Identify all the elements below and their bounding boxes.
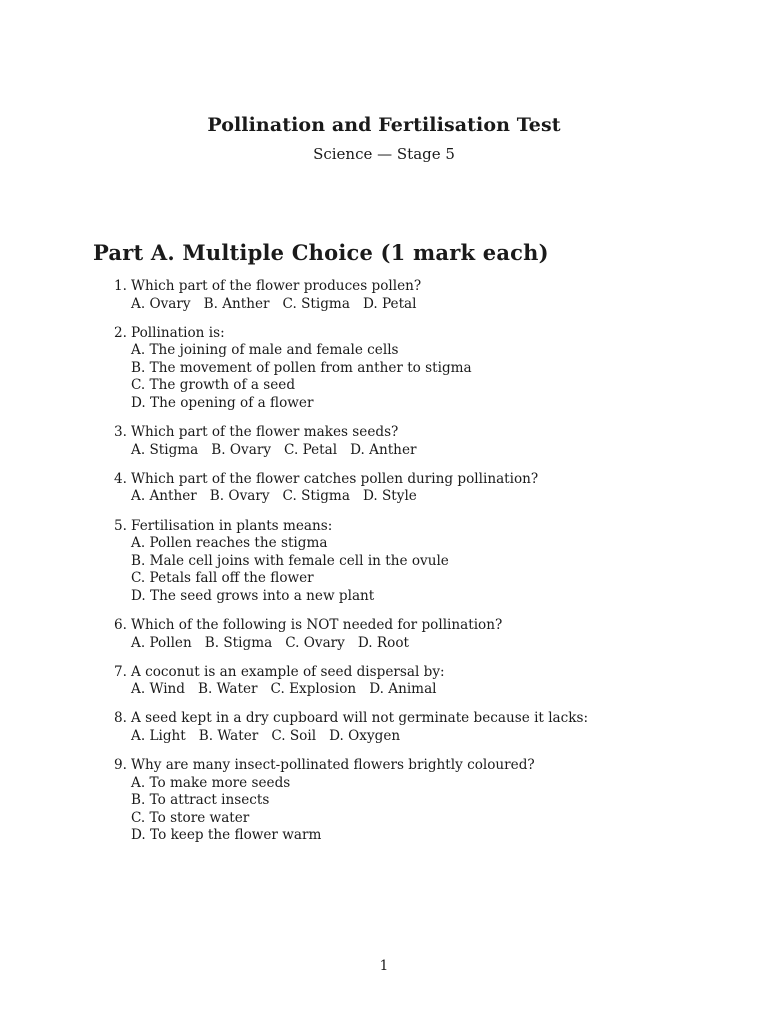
- answer-option: B. Ovary: [209, 488, 270, 505]
- question-item: [0, 710, 768, 745]
- answer-option: A. Anther: [131, 488, 197, 505]
- answer-option: D. Oxygen: [329, 727, 401, 744]
- page-title: Pollination and Fertilisation Test: [207, 114, 561, 136]
- answer-option: C. Petals fall off the flower: [131, 570, 314, 587]
- answer-options: [131, 488, 768, 506]
- answer-option: A. To make more seeds: [131, 774, 291, 791]
- answer-option: A. Wind: [131, 681, 185, 698]
- question-body: [131, 518, 768, 606]
- question-item: [0, 471, 768, 506]
- answer-option: A. Stigma: [131, 441, 199, 458]
- question-number: 8.: [114, 710, 127, 727]
- question-item: [0, 325, 768, 413]
- question-body: [131, 710, 768, 745]
- question-item: [0, 518, 768, 606]
- answer-option: C. The growth of a seed: [131, 377, 296, 394]
- question-list: [0, 278, 768, 857]
- answer-option: D. Petal: [362, 295, 417, 312]
- question-item: [0, 617, 768, 652]
- answer-option: C. Stigma: [282, 295, 350, 312]
- answer-option: B. Stigma: [204, 634, 273, 651]
- question-item: [0, 757, 768, 845]
- question-stem: Which of the following is NOT needed for pollination?: [131, 617, 503, 633]
- answer-option: D. To keep the flower warm: [131, 827, 322, 844]
- question-body: [131, 278, 768, 313]
- question-number: 5.: [114, 517, 127, 534]
- section-heading: Part A. Multiple Choice (1 mark each): [93, 240, 549, 265]
- answer-option: D. Anther: [350, 441, 417, 458]
- answer-option: A. Pollen reaches the stigma: [131, 535, 328, 552]
- answer-option: C. Stigma: [282, 488, 350, 505]
- question-number: 1.: [114, 278, 127, 294]
- answer-option: B. The movement of pollen from anther to stigma: [131, 359, 472, 376]
- answer-option: D. Style: [362, 488, 417, 505]
- question-body: [131, 424, 768, 459]
- question-stem: Why are many insect-pollinated flowers brightly coloured?: [131, 757, 535, 774]
- answer-options: [131, 296, 768, 314]
- answer-option: A. Ovary: [131, 295, 191, 312]
- answer-option: A. The joining of male and female cells: [131, 342, 399, 359]
- question-body: [131, 664, 768, 699]
- answer-option: D. Root: [357, 634, 409, 651]
- question-number: 6.: [114, 617, 127, 633]
- question-stem: Fertilisation in plants means:: [131, 517, 333, 534]
- question-item: [0, 278, 768, 313]
- question-number: 2.: [114, 324, 127, 341]
- answer-option: B. Water: [198, 727, 259, 744]
- question-item: [0, 424, 768, 459]
- question-item: [0, 664, 768, 699]
- answer-option: D. The seed grows into a new plant: [131, 587, 375, 604]
- answer-option: C. Petal: [284, 441, 338, 458]
- question-number: 3.: [114, 424, 127, 441]
- question-stem: Which part of the flower catches pollen during pollination?: [131, 470, 539, 487]
- answer-options: [131, 775, 768, 845]
- answer-option: C. To store water: [131, 809, 250, 826]
- question-stem: Which part of the flower makes seeds?: [131, 424, 399, 441]
- answer-options: [131, 681, 768, 699]
- question-number: 9.: [114, 757, 127, 774]
- answer-option: D. The opening of a flower: [131, 395, 314, 412]
- page-subtitle: Science — Stage 5: [313, 145, 455, 163]
- answer-options: [131, 442, 768, 460]
- page-number: 1: [379, 958, 389, 974]
- question-number: 7.: [114, 663, 127, 680]
- question-stem: Which part of the flower produces pollen?: [131, 278, 422, 294]
- question-body: [131, 325, 768, 413]
- answer-option: B. Male cell joins with female cell in the ovule: [131, 552, 449, 569]
- question-stem: A coconut is an example of seed dispersal by:: [131, 663, 445, 680]
- answer-options: [131, 342, 768, 412]
- answer-option: D. Animal: [369, 681, 437, 698]
- question-stem: Pollination is:: [131, 324, 225, 341]
- answer-option: A. Light: [131, 727, 186, 744]
- answer-options: [131, 535, 768, 605]
- question-body: [131, 617, 768, 652]
- answer-option: B. Anther: [203, 295, 270, 312]
- question-stem: A seed kept in a dry cupboard will not germinate because it lacks:: [131, 710, 589, 727]
- answer-option: C. Explosion: [270, 681, 357, 698]
- answer-option: A. Pollen: [131, 634, 192, 651]
- question-number: 4.: [114, 470, 127, 487]
- answer-options: [131, 635, 768, 653]
- answer-options: [131, 728, 768, 746]
- question-body: [131, 471, 768, 506]
- answer-option: B. To attract insects: [131, 792, 270, 809]
- answer-option: C. Ovary: [285, 634, 345, 651]
- answer-option: C. Soil: [271, 727, 317, 744]
- answer-option: B. Water: [198, 681, 258, 698]
- question-body: [131, 757, 768, 845]
- answer-option: B. Ovary: [211, 441, 272, 458]
